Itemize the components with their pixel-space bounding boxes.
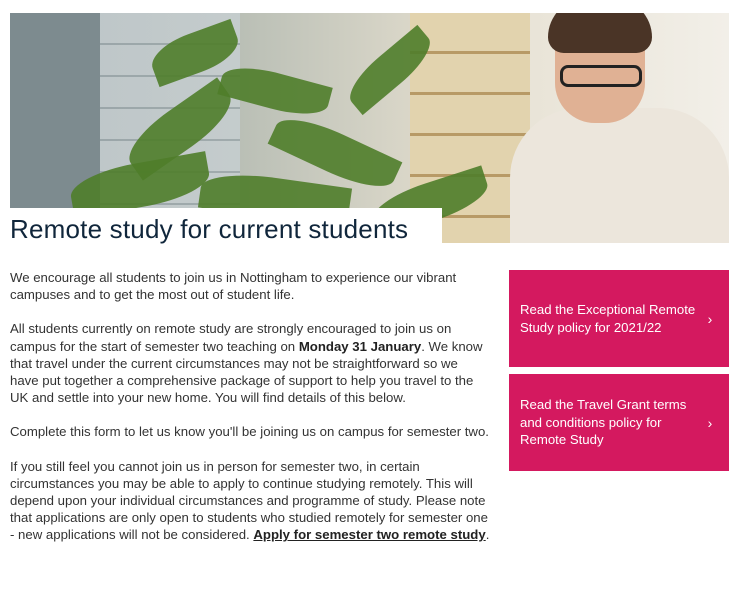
hero-person-hair <box>548 13 652 53</box>
travel-grant-policy-button[interactable] <box>509 374 729 471</box>
semester-start-date: Monday 31 January <box>298 338 422 354</box>
remote-study-paragraph: All students currently on remote study are strongly encouraged to join us on campus for the start of semester two teaching on Monday 31 January. We know that travel under the current circumstances may not be straightforward so we have put together a comprehensive package of support to help you travel to the UK and settle into your new home. You will find details of this below. <box>10 321 483 406</box>
page-title: Remote study for current students <box>10 214 409 244</box>
form-paragraph: Complete this form to let us know you'll be joining us on campus for semester two. <box>10 424 489 440</box>
intro-paragraph: We encourage all students to join us in Nottingham to experience our vibrant campuses and to get the most out of student life. <box>10 270 457 303</box>
hero-person-glasses <box>560 65 642 87</box>
apply-paragraph: If you still feel you cannot join us in person for semester two, in certain circumstances you may be able to apply to continue studying remotely. This will depend upon your individual circumstances and programme of study. Please note that applications are only open to students who studied remotely for semester one - new applications will not be considered. Apply for semester two remote study. <box>10 458 490 543</box>
chevron-right-icon: › <box>707 414 713 431</box>
exceptional-remote-study-policy-button[interactable] <box>509 270 729 367</box>
cta-label: Read the Travel Grant terms and conditions policy for Remote Study <box>520 397 687 448</box>
cta-label: Read the Exceptional Remote Study policy for 2021/22 <box>520 301 696 335</box>
chevron-right-icon: › <box>707 310 713 327</box>
apply-remote-study-link[interactable]: Apply for semester two remote study <box>253 527 486 543</box>
main-content <box>10 269 490 561</box>
page-title-box <box>10 208 442 246</box>
hero-person-sweater <box>510 108 729 243</box>
